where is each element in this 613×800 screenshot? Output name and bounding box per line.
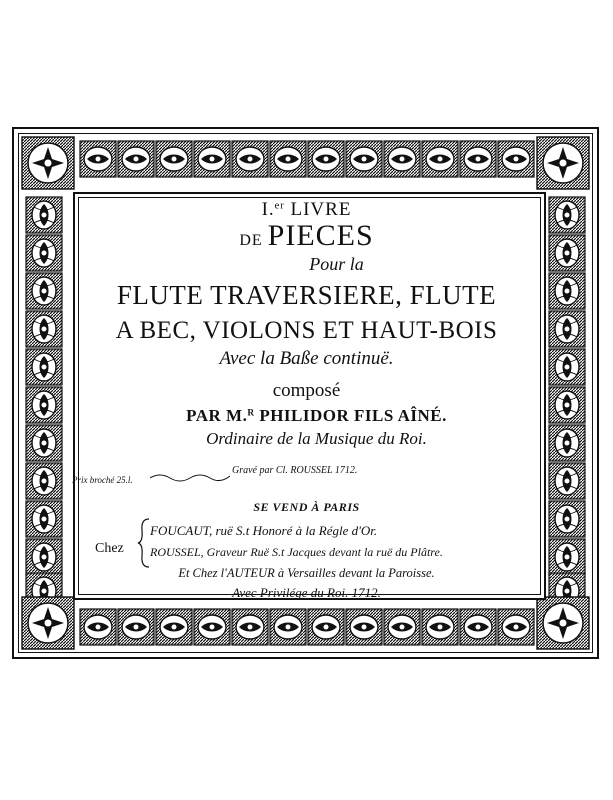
book-number-line [0, 199, 613, 221]
book-number: I. [261, 199, 275, 220]
monsieur-suffix: R [247, 408, 255, 419]
price-note: Prix broché 25.l. [72, 475, 133, 485]
composer-name: PHILIDOR FILS AÎNÉ. [254, 406, 447, 425]
de-label: DE [239, 232, 268, 249]
auteur-address: Et Chez l'AUTEUR à Versailles devant la Paroisse. [178, 566, 435, 580]
foucaut-address: FOUCAUT, ruë S.t Honoré à la Régle d'Or. [150, 523, 378, 538]
roussel-address: ROUSSEL, Graveur Ruë S.t Jacques devant la ruë du Plâtre. [150, 545, 443, 559]
privilege-line: Avec Privilége du Roi. 1712. [232, 585, 381, 600]
engraver-note: Gravé par Cl. ROUSSEL 1712. [232, 465, 358, 476]
pieces-line [0, 219, 613, 253]
flourish-line [150, 470, 230, 484]
livre-label: LIVRE [284, 199, 352, 220]
par-label: PAR M. [186, 406, 248, 425]
compose-line: composé [272, 380, 341, 401]
book-number-suffix: er [274, 200, 285, 212]
top-border-tiles [80, 141, 534, 177]
bottom-border-tiles [80, 609, 534, 645]
composer-line [0, 406, 613, 426]
instrument-line-2: A BEC, VIOLONS ET HAUT-BOIS [115, 317, 498, 344]
basse-continue-line: Avec la Baße continuë. [219, 348, 394, 369]
pieces-heading: PIECES [267, 219, 374, 252]
ordinaire-line: Ordinaire de la Musique du Roi. [206, 429, 427, 448]
se-vend-line: SE VEND À PARIS [253, 500, 360, 514]
brace [137, 518, 151, 568]
pour-la-line: Pour la [309, 254, 364, 274]
chez-label: Chez [95, 541, 124, 556]
instrument-line-1: FLUTE TRAVERSIERE, FLUTE [116, 280, 497, 310]
